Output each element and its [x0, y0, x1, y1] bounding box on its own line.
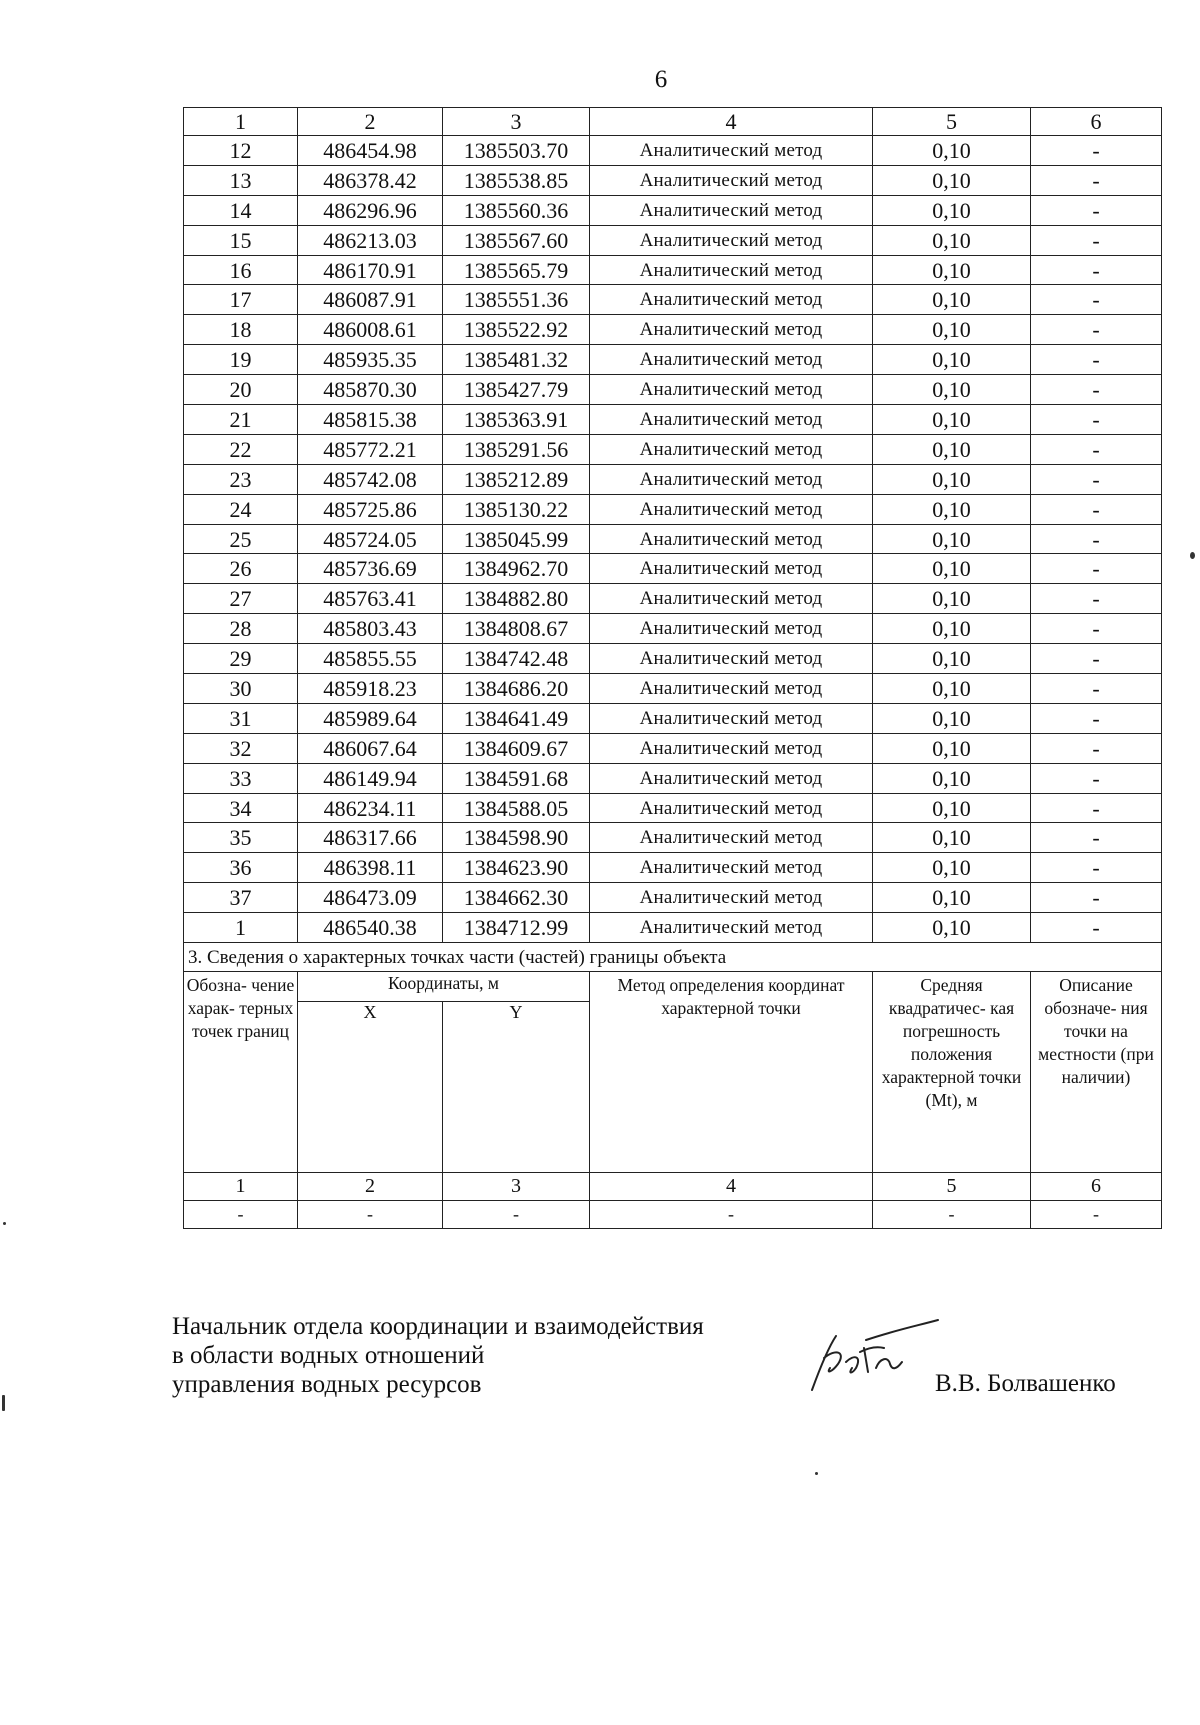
table-row — [184, 524, 1162, 554]
table-row — [184, 315, 1162, 345]
column-number: 4 — [590, 1172, 873, 1200]
y-coordinate: 1384686.20 — [443, 674, 590, 704]
method: Аналитический метод — [590, 823, 873, 853]
accuracy: 0,10 — [873, 494, 1031, 524]
description: - — [1031, 644, 1162, 674]
description: - — [1031, 494, 1162, 524]
page-number: 6 — [654, 66, 668, 93]
y-coordinate: 1384588.05 — [443, 793, 590, 823]
method: Аналитический метод — [590, 524, 873, 554]
column-number: 1 — [184, 108, 298, 136]
table-row — [184, 434, 1162, 464]
point-number: 19 — [184, 345, 298, 375]
y-coordinate: 1384591.68 — [443, 763, 590, 793]
accuracy: 0,10 — [873, 315, 1031, 345]
y-coordinate: 1384882.80 — [443, 584, 590, 614]
method: Аналитический метод — [590, 584, 873, 614]
accuracy: 0,10 — [873, 793, 1031, 823]
description: - — [1031, 255, 1162, 285]
table-row — [184, 793, 1162, 823]
x-coordinate: 485918.23 — [298, 674, 443, 704]
description: - — [1031, 823, 1162, 853]
y-coordinate: 1384623.90 — [443, 853, 590, 883]
accuracy: 0,10 — [873, 195, 1031, 225]
method: Аналитический метод — [590, 285, 873, 315]
method-header: Метод определения координат характерной точки — [590, 972, 873, 1173]
description: - — [1031, 703, 1162, 733]
y-coordinate: 1385212.89 — [443, 464, 590, 494]
y-coordinate: 1384808.67 — [443, 614, 590, 644]
empty-cell: - — [298, 1200, 443, 1228]
x-coordinate: 486378.42 — [298, 165, 443, 195]
accuracy: 0,10 — [873, 464, 1031, 494]
section-3-header-row — [184, 972, 1162, 1002]
table-row — [184, 853, 1162, 883]
column-number: 3 — [443, 1172, 590, 1200]
x-coordinate: 485742.08 — [298, 464, 443, 494]
empty-cell: - — [590, 1200, 873, 1228]
x-coordinate: 485763.41 — [298, 584, 443, 614]
method: Аналитический метод — [590, 136, 873, 166]
accuracy: 0,10 — [873, 554, 1031, 584]
y-coordinate: 1385427.79 — [443, 375, 590, 405]
empty-cell: - — [873, 1200, 1031, 1228]
table-row — [184, 165, 1162, 195]
empty-cell: - — [184, 1200, 298, 1228]
x-coordinate: 485725.86 — [298, 494, 443, 524]
y-coordinate: 1384962.70 — [443, 554, 590, 584]
description: - — [1031, 136, 1162, 166]
description: - — [1031, 225, 1162, 255]
table-row — [184, 913, 1162, 943]
accuracy: 0,10 — [873, 853, 1031, 883]
point-number: 27 — [184, 584, 298, 614]
method: Аналитический метод — [590, 434, 873, 464]
description: - — [1031, 434, 1162, 464]
position-line: в области водных отношений — [172, 1342, 485, 1369]
point-number: 28 — [184, 614, 298, 644]
description: - — [1031, 733, 1162, 763]
description: - — [1031, 913, 1162, 943]
x-coordinate: 486473.09 — [298, 883, 443, 913]
accuracy: 0,10 — [873, 285, 1031, 315]
designation-header: Обозна- чение харак- терных точек границ — [184, 972, 298, 1173]
y-coordinate: 1384598.90 — [443, 823, 590, 853]
x-coordinate: 485935.35 — [298, 345, 443, 375]
method: Аналитический метод — [590, 883, 873, 913]
point-number: 18 — [184, 315, 298, 345]
x-coordinate: 485772.21 — [298, 434, 443, 464]
y-coordinate: 1385045.99 — [443, 524, 590, 554]
column-number: 2 — [298, 108, 443, 136]
table-row — [184, 195, 1162, 225]
coordinates-header: Координаты, м — [298, 972, 590, 1002]
x-coordinate: 486296.96 — [298, 195, 443, 225]
section-3-title-row — [184, 943, 1162, 972]
x-coordinate: 486008.61 — [298, 315, 443, 345]
description: - — [1031, 554, 1162, 584]
x-coordinate: 486067.64 — [298, 733, 443, 763]
method: Аналитический метод — [590, 494, 873, 524]
description: - — [1031, 674, 1162, 704]
table-row — [184, 644, 1162, 674]
y-coordinate: 1385481.32 — [443, 345, 590, 375]
table-row — [184, 345, 1162, 375]
y-coordinate: 1384662.30 — [443, 883, 590, 913]
accuracy: 0,10 — [873, 703, 1031, 733]
y-coordinate: 1385291.56 — [443, 434, 590, 464]
description: - — [1031, 315, 1162, 345]
description: - — [1031, 375, 1162, 405]
description: - — [1031, 883, 1162, 913]
description: - — [1031, 584, 1162, 614]
table-row — [184, 225, 1162, 255]
handwritten-signature — [806, 1318, 946, 1398]
x-coordinate: 486398.11 — [298, 853, 443, 883]
table-row — [184, 494, 1162, 524]
x-coordinate: 485803.43 — [298, 614, 443, 644]
accuracy: 0,10 — [873, 614, 1031, 644]
x-coordinate: 485855.55 — [298, 644, 443, 674]
description-header: Описание обозначе- ния точки на местности (при наличии) — [1031, 972, 1162, 1173]
column-number: 4 — [590, 108, 873, 136]
point-number: 13 — [184, 165, 298, 195]
point-number: 30 — [184, 674, 298, 704]
x-coordinate: 486454.98 — [298, 136, 443, 166]
method: Аналитический метод — [590, 913, 873, 943]
x-coordinate: 485724.05 — [298, 524, 443, 554]
method: Аналитический метод — [590, 674, 873, 704]
x-coordinate: 485870.30 — [298, 375, 443, 405]
description: - — [1031, 195, 1162, 225]
y-coordinate: 1385567.60 — [443, 225, 590, 255]
y-coordinate: 1385503.70 — [443, 136, 590, 166]
accuracy: 0,10 — [873, 584, 1031, 614]
table-row — [184, 674, 1162, 704]
point-number: 20 — [184, 375, 298, 405]
point-number: 37 — [184, 883, 298, 913]
x-coordinate: 486213.03 — [298, 225, 443, 255]
description: - — [1031, 853, 1162, 883]
point-number: 21 — [184, 405, 298, 435]
description: - — [1031, 614, 1162, 644]
y-coordinate: 1385565.79 — [443, 255, 590, 285]
y-header: Y — [443, 1001, 590, 1172]
x-coordinate: 486317.66 — [298, 823, 443, 853]
table-row — [184, 285, 1162, 315]
column-number: 1 — [184, 1172, 298, 1200]
accuracy: 0,10 — [873, 345, 1031, 375]
table-row — [184, 405, 1162, 435]
column-number: 5 — [873, 1172, 1031, 1200]
column-number-row — [184, 108, 1162, 136]
method: Аналитический метод — [590, 405, 873, 435]
x-coordinate: 486170.91 — [298, 255, 443, 285]
x-header: X — [298, 1001, 443, 1172]
table-row — [184, 554, 1162, 584]
description: - — [1031, 793, 1162, 823]
method: Аналитический метод — [590, 375, 873, 405]
y-coordinate: 1385551.36 — [443, 285, 590, 315]
x-coordinate: 486234.11 — [298, 793, 443, 823]
column-number: 3 — [443, 108, 590, 136]
section-3-title: 3. Сведения о характерных точках части (частей) границы объекта — [184, 943, 1162, 972]
point-number: 25 — [184, 524, 298, 554]
x-coordinate: 485815.38 — [298, 405, 443, 435]
accuracy: 0,10 — [873, 375, 1031, 405]
y-coordinate: 1385130.22 — [443, 494, 590, 524]
description: - — [1031, 405, 1162, 435]
section-3-column-number-row — [184, 1172, 1162, 1200]
point-number: 33 — [184, 763, 298, 793]
accuracy: 0,10 — [873, 733, 1031, 763]
point-number: 23 — [184, 464, 298, 494]
table-row — [184, 136, 1162, 166]
point-number: 17 — [184, 285, 298, 315]
signatory-name: В.В. Болвашенко — [935, 1370, 1116, 1397]
description: - — [1031, 285, 1162, 315]
table-row — [184, 255, 1162, 285]
y-coordinate: 1384712.99 — [443, 913, 590, 943]
point-number: 15 — [184, 225, 298, 255]
description: - — [1031, 763, 1162, 793]
accuracy: 0,10 — [873, 883, 1031, 913]
point-number: 32 — [184, 733, 298, 763]
accuracy: 0,10 — [873, 405, 1031, 435]
accuracy: 0,10 — [873, 165, 1031, 195]
point-number: 34 — [184, 793, 298, 823]
x-coordinate: 486149.94 — [298, 763, 443, 793]
method: Аналитический метод — [590, 763, 873, 793]
table-row — [184, 584, 1162, 614]
table-row — [184, 703, 1162, 733]
method: Аналитический метод — [590, 345, 873, 375]
accuracy: 0,10 — [873, 225, 1031, 255]
table-row — [184, 733, 1162, 763]
accuracy: 0,10 — [873, 255, 1031, 285]
accuracy: 0,10 — [873, 524, 1031, 554]
point-number: 12 — [184, 136, 298, 166]
x-coordinate: 485989.64 — [298, 703, 443, 733]
accuracy: 0,10 — [873, 913, 1031, 943]
y-coordinate: 1385560.36 — [443, 195, 590, 225]
table-row — [184, 375, 1162, 405]
method: Аналитический метод — [590, 464, 873, 494]
point-number: 29 — [184, 644, 298, 674]
point-number: 16 — [184, 255, 298, 285]
x-coordinate: 486087.91 — [298, 285, 443, 315]
point-number: 31 — [184, 703, 298, 733]
table-row — [184, 614, 1162, 644]
table-row — [184, 464, 1162, 494]
accuracy-header: Средняя квадратичес- кая погрешность положения характерной точки (Mt), м — [873, 972, 1031, 1173]
empty-cell: - — [443, 1200, 590, 1228]
point-number: 26 — [184, 554, 298, 584]
y-coordinate: 1385538.85 — [443, 165, 590, 195]
column-number: 6 — [1031, 108, 1162, 136]
method: Аналитический метод — [590, 614, 873, 644]
empty-cell: - — [1031, 1200, 1162, 1228]
method: Аналитический метод — [590, 225, 873, 255]
accuracy: 0,10 — [873, 763, 1031, 793]
accuracy: 0,10 — [873, 674, 1031, 704]
x-coordinate: 485736.69 — [298, 554, 443, 584]
column-number: 5 — [873, 108, 1031, 136]
description: - — [1031, 524, 1162, 554]
method: Аналитический метод — [590, 644, 873, 674]
method: Аналитический метод — [590, 165, 873, 195]
method: Аналитический метод — [590, 554, 873, 584]
method: Аналитический метод — [590, 315, 873, 345]
table-row — [184, 823, 1162, 853]
accuracy: 0,10 — [873, 434, 1031, 464]
method: Аналитический метод — [590, 733, 873, 763]
point-number: 36 — [184, 853, 298, 883]
method: Аналитический метод — [590, 853, 873, 883]
description: - — [1031, 165, 1162, 195]
description: - — [1031, 464, 1162, 494]
point-number: 35 — [184, 823, 298, 853]
coordinates-table — [183, 107, 1162, 1229]
point-number: 24 — [184, 494, 298, 524]
signatory-position — [172, 1312, 704, 1399]
point-number: 14 — [184, 195, 298, 225]
position-line: управления водных ресурсов — [172, 1371, 482, 1398]
accuracy: 0,10 — [873, 644, 1031, 674]
point-number: 1 — [184, 913, 298, 943]
y-coordinate: 1384742.48 — [443, 644, 590, 674]
point-number: 22 — [184, 434, 298, 464]
accuracy: 0,10 — [873, 823, 1031, 853]
column-number: 6 — [1031, 1172, 1162, 1200]
accuracy: 0,10 — [873, 136, 1031, 166]
position-line: Начальник отдела координации и взаимодействия — [172, 1313, 704, 1340]
method: Аналитический метод — [590, 703, 873, 733]
method: Аналитический метод — [590, 793, 873, 823]
x-coordinate: 486540.38 — [298, 913, 443, 943]
y-coordinate: 1385363.91 — [443, 405, 590, 435]
y-coordinate: 1384609.67 — [443, 733, 590, 763]
y-coordinate: 1384641.49 — [443, 703, 590, 733]
method: Аналитический метод — [590, 195, 873, 225]
method: Аналитический метод — [590, 255, 873, 285]
table-row — [184, 763, 1162, 793]
table-row — [184, 883, 1162, 913]
section-3-empty-row — [184, 1200, 1162, 1228]
column-number: 2 — [298, 1172, 443, 1200]
description: - — [1031, 345, 1162, 375]
y-coordinate: 1385522.92 — [443, 315, 590, 345]
